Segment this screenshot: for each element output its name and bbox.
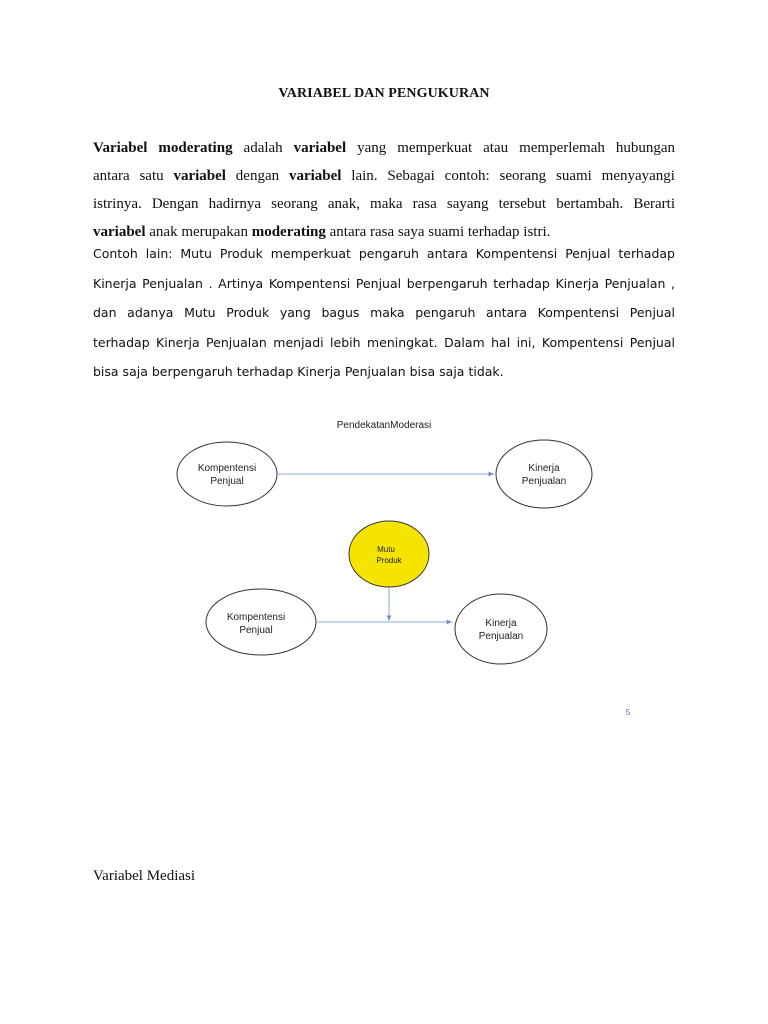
text-segment: lain. Sebagai contoh: seorang suami menyayangi bbox=[341, 168, 675, 184]
paragraph2-line: Contoh lain: Mutu Produk memperkuat pengaruh antara Kompentensi Penjual terhadap bbox=[93, 246, 675, 261]
top-left-node bbox=[177, 442, 277, 506]
bold-term: variabel bbox=[293, 140, 347, 156]
paragraph1-line bbox=[93, 134, 675, 162]
text-segment: adalah bbox=[232, 140, 294, 156]
text-segment: dengan bbox=[225, 168, 289, 184]
text-segment: istrinya. Dengan hadirnya seorang anak, maka rasa sayang tersebut bertambah. Berarti bbox=[93, 196, 675, 212]
top-left-node-label-1: Kompentensi bbox=[197, 463, 257, 474]
page-number: 5 bbox=[625, 708, 631, 717]
text-segment: antara satu bbox=[93, 168, 174, 184]
bottom-right-node bbox=[455, 594, 547, 664]
paragraph-example bbox=[93, 239, 675, 387]
bold-term: variabel bbox=[93, 224, 146, 240]
page-title: VARIABEL DAN PENGUKURAN bbox=[278, 86, 490, 101]
bold-term: Variabel moderating bbox=[93, 140, 233, 156]
bottom-left-node-label-2: Penjual bbox=[239, 625, 273, 636]
moderator-node-label-1: Mutu bbox=[377, 545, 395, 554]
bold-term: variabel bbox=[288, 168, 342, 184]
top-right-node-label-1: Kinerja bbox=[528, 463, 560, 474]
moderation-diagram bbox=[0, 400, 768, 720]
bottom-right-node-label-2: Penjualan bbox=[478, 631, 524, 642]
bottom-left-node-label-1: Kompentensi bbox=[226, 612, 286, 623]
paragraph-moderating-definition bbox=[93, 134, 675, 246]
bold-term: moderating bbox=[251, 224, 326, 240]
bottom-right-node-label-1: Kinerja bbox=[485, 618, 517, 629]
top-right-node bbox=[496, 440, 592, 508]
text-segment: yang memperkuat atau memperlemah hubungan bbox=[346, 140, 676, 156]
diagram-title: PendekatanModerasi bbox=[336, 420, 432, 431]
paragraph2-line: dan adanya Mutu Produk yang bagus maka pengaruh antara Kompentensi Penjual bbox=[93, 305, 675, 320]
paragraph1-line bbox=[93, 162, 675, 190]
top-left-node-label-2: Penjual bbox=[210, 476, 244, 487]
top-right-node-label-2: Penjualan bbox=[521, 476, 567, 487]
moderator-node-label-2: Produk bbox=[376, 556, 402, 565]
paragraph1-line bbox=[93, 190, 675, 218]
paragraph2-line: terhadap Kinerja Penjualan menjadi lebih meningkat. Dalam hal ini, Kompentensi Penjual bbox=[93, 334, 675, 350]
text-segment: anak merupakan bbox=[145, 224, 252, 240]
bold-term: variabel bbox=[173, 168, 226, 184]
section-heading-mediasi: Variabel Mediasi bbox=[93, 868, 196, 884]
text-segment: antara rasa saya suami terhadap istri. bbox=[325, 224, 551, 240]
paragraph2-line: Kinerja Penjualan . Artinya Kompentensi Penjual berpengaruh terhadap Kinerja Penjualan , bbox=[93, 275, 675, 291]
paragraph2-line: bisa saja berpengaruh terhadap Kinerja Penjualan bisa saja tidak. bbox=[93, 364, 504, 379]
moderator-node bbox=[349, 521, 429, 587]
